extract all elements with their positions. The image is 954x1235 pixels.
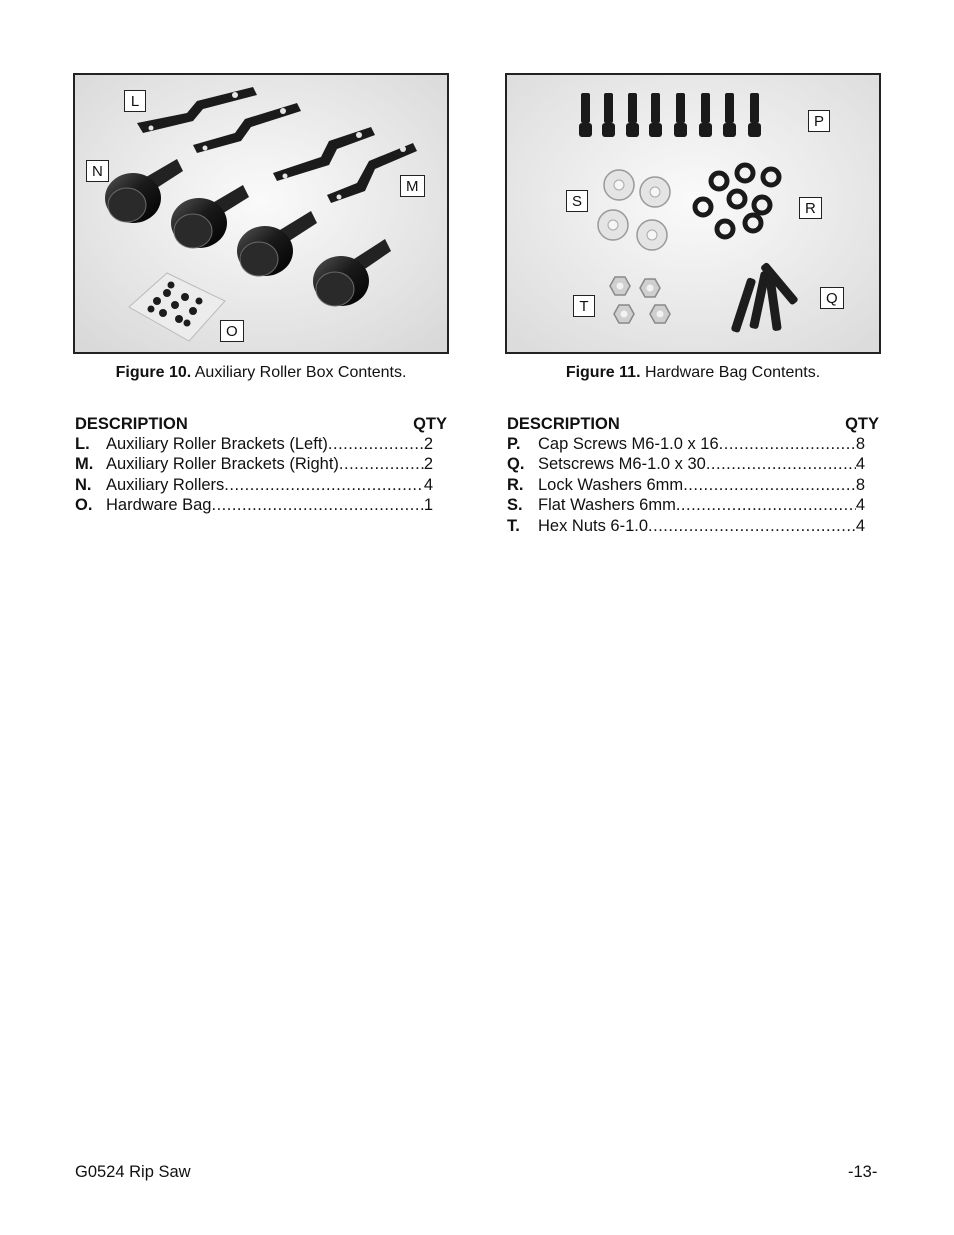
row-description: Auxiliary Rollers [106, 475, 225, 494]
row-qty: 2 [423, 455, 433, 474]
callout-l: L [124, 90, 146, 112]
row-letter: N. [75, 475, 92, 494]
row-letter: L. [75, 435, 90, 453]
table-header [75, 414, 447, 434]
leader-dots [719, 434, 856, 454]
leader-dots [683, 475, 856, 495]
header-description: DESCRIPTION [75, 415, 188, 433]
figure-10-caption-text: Auxiliary Roller Box Contents. [191, 364, 407, 381]
row-letter: R. [507, 475, 524, 494]
figure-11-caption-text: Hardware Bag Contents. [640, 364, 821, 381]
figure-10-caption [73, 364, 449, 382]
table-row [75, 454, 447, 474]
figure-11-caption-label: Figure 11. [565, 364, 641, 381]
figure-10-caption-label: Figure 10. [115, 364, 192, 381]
table-row [507, 516, 879, 536]
callout-r: R [799, 197, 822, 219]
header-qty: QTY [413, 415, 447, 433]
row-description: Auxiliary Roller Brackets (Right) [106, 455, 339, 474]
table-header [507, 414, 879, 434]
callout-q: Q [820, 287, 844, 309]
header-description: DESCRIPTION [507, 415, 620, 433]
row-description: Flat Washers 6mm [538, 496, 676, 515]
table-row [507, 454, 879, 474]
row-description: Hex Nuts 6-1.0 [538, 516, 649, 535]
row-description: Auxiliary Roller Brackets (Left) [106, 435, 328, 453]
figure-11-caption [505, 364, 881, 382]
leader-dots [328, 434, 424, 454]
row-description: Hardware Bag [106, 496, 212, 515]
callout-n: N [86, 160, 109, 182]
callout-o: O [220, 320, 244, 342]
row-letter: Q. [507, 455, 525, 474]
footer-page-number: -13- [848, 1163, 878, 1181]
row-qty: 2 [423, 435, 433, 453]
callout-p: P [808, 110, 830, 132]
leader-dots [339, 454, 424, 474]
row-letter: P. [507, 435, 521, 453]
table-row [507, 434, 879, 454]
leader-dots [648, 516, 856, 536]
row-letter: S. [507, 496, 523, 515]
row-qty: 8 [855, 475, 865, 494]
table-row [507, 475, 879, 495]
parts-table-left [75, 414, 447, 516]
header-qty: QTY [845, 415, 879, 433]
row-qty: 8 [855, 435, 865, 453]
figure-10-photo [73, 73, 449, 354]
row-letter: M. [75, 455, 94, 474]
roller-box-contents-illustration [75, 75, 447, 352]
row-description: Lock Washers 6mm [538, 475, 684, 494]
callout-t: T [573, 295, 595, 317]
callout-s: S [566, 190, 588, 212]
row-letter: T. [507, 516, 520, 535]
row-qty: 4 [423, 475, 433, 494]
row-qty: 1 [423, 496, 433, 515]
table-row [75, 434, 447, 454]
row-qty: 4 [855, 455, 865, 474]
leader-dots [706, 454, 856, 474]
row-qty: 4 [855, 516, 865, 535]
row-description: Setscrews M6-1.0 x 30 [538, 455, 706, 474]
row-description: Cap Screws M6-1.0 x 16 [538, 435, 719, 453]
table-row [75, 475, 447, 495]
footer-model: G0524 Rip Saw [75, 1163, 191, 1181]
parts-table-right [507, 414, 879, 536]
table-row [75, 495, 447, 515]
callout-m: M [400, 175, 425, 197]
row-qty: 4 [855, 496, 865, 515]
leader-dots [224, 475, 424, 495]
figure-11-photo [505, 73, 881, 354]
row-letter: O. [75, 496, 93, 515]
leader-dots [676, 495, 856, 515]
table-row [507, 495, 879, 515]
leader-dots [211, 495, 423, 515]
